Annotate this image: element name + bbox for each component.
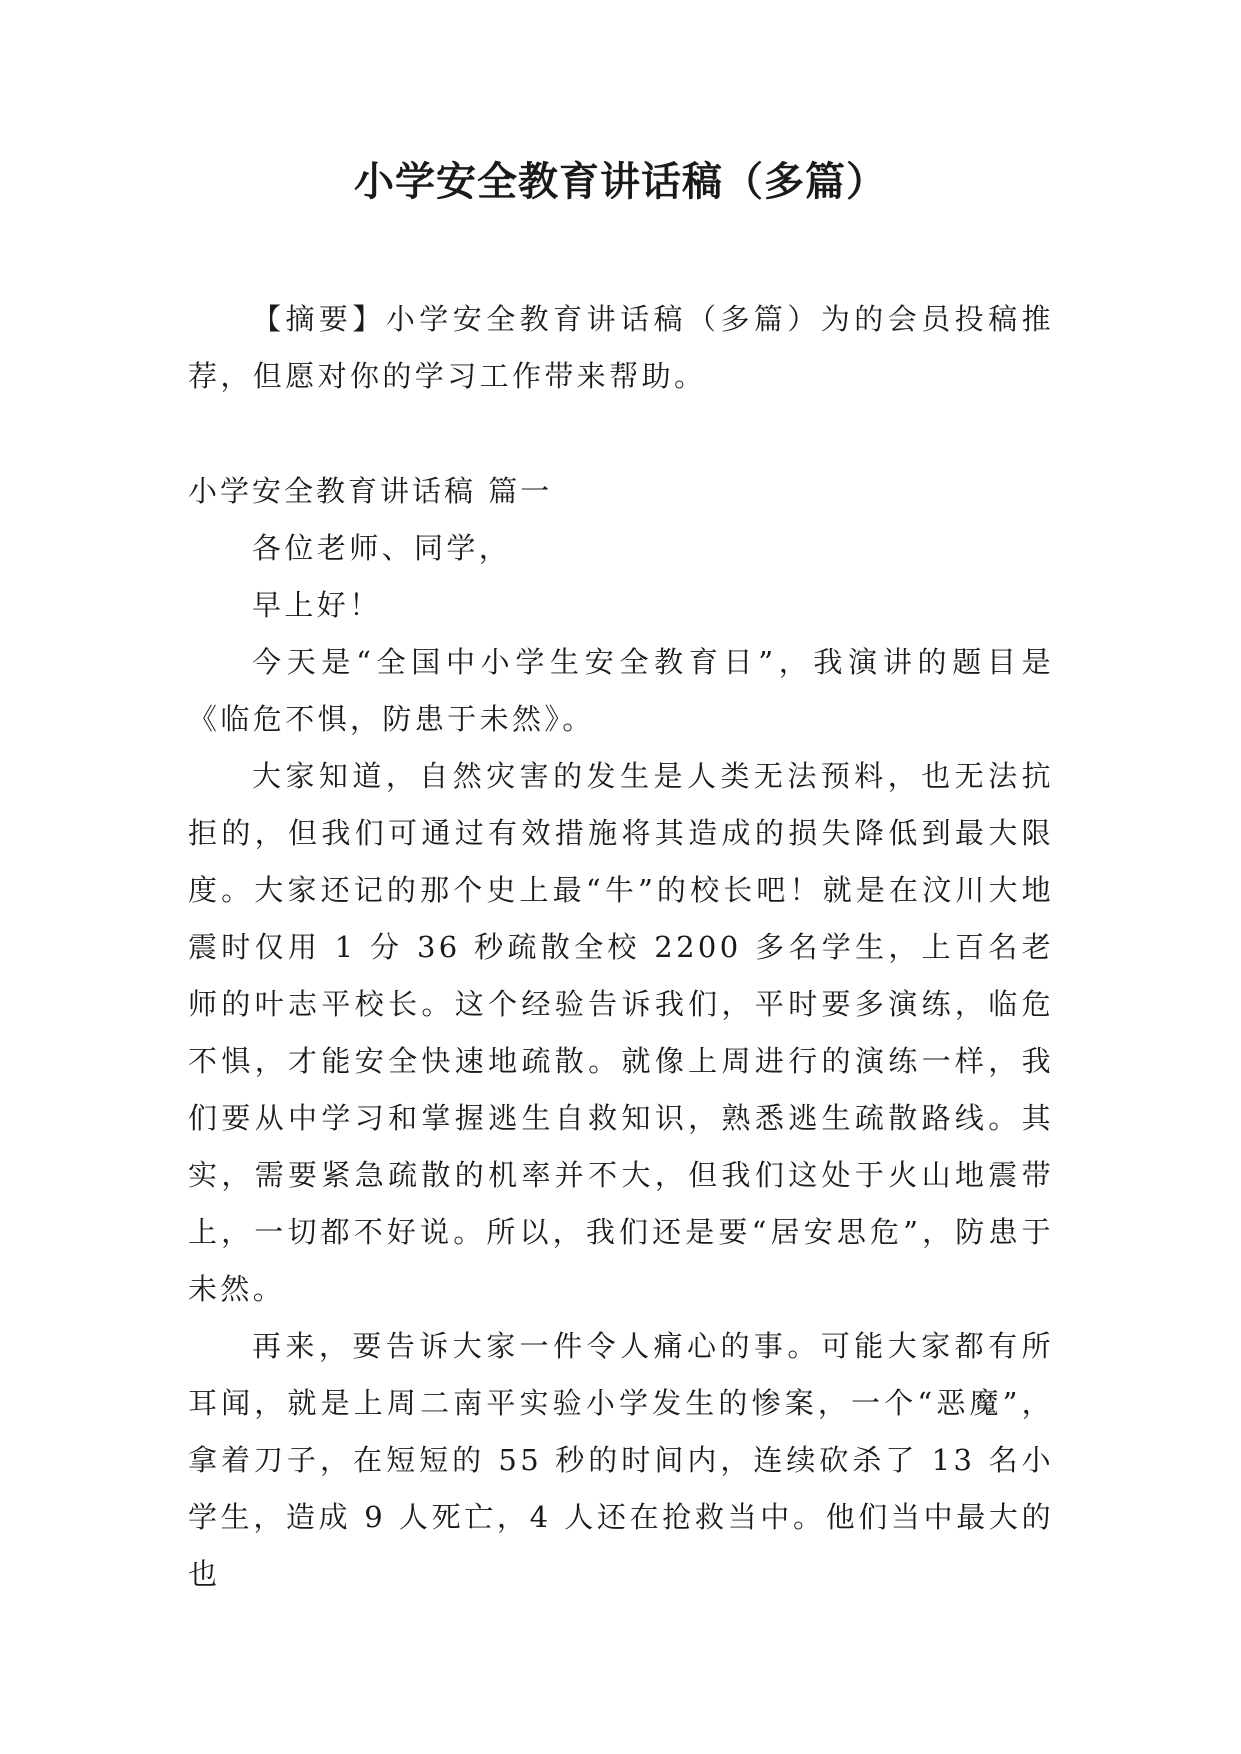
body-paragraph: 今天是“全国中小学生安全教育日”，我演讲的题目是《临危不惧，防患于未然》。	[188, 645, 1054, 736]
section-heading: 小学安全教育讲话稿 篇一	[188, 474, 553, 508]
body-paragraph: 再来，要告诉大家一件令人痛心的事。可能大家都有所耳闻，就是上周二南平实验小学发生的惨案，一个“恶魔”，拿着刀子，在短短的 55 秒的时间内，连续砍杀了 13 名小学生，造成 9 人死亡，4 人还在抢救当中。他们当中最大的也	[188, 1329, 1054, 1591]
greeting-paragraph: 各位老师、同学，	[252, 531, 512, 565]
document-title: 小学安全教育讲话稿（多篇）	[354, 159, 887, 205]
document-body	[188, 291, 1054, 1603]
greeting-paragraph: 早上好！	[252, 588, 382, 622]
body-paragraph: 大家知道，自然灾害的发生是人类无法预料，也无法抗拒的，但我们可通过有效措施将其造成的损失降低到最大限度。大家还记的那个史上最“牛”的校长吧！就是在汶川大地震时仅用 1 分 36 秒疏散全校 2200 多名学生，上百名老师的叶志平校长。这个经验告诉我们，平时要多演练，临危不惧，才能安全快速地疏散。就像上周进行的演练一样，我们要从中学习和掌握逃生自救知识，熟悉逃生疏散路线。其实，需要紧急疏散的机率并不大，但我们这处于火山地震带上，一切都不好说。所以，我们还是要“居安思危”，防患于未然。	[188, 759, 1054, 1306]
abstract-paragraph: 【摘要】小学安全教育讲话稿（多篇）为的会员投稿推荐，但愿对你的学习工作带来帮助。	[188, 302, 1054, 393]
spacer	[188, 405, 1054, 463]
